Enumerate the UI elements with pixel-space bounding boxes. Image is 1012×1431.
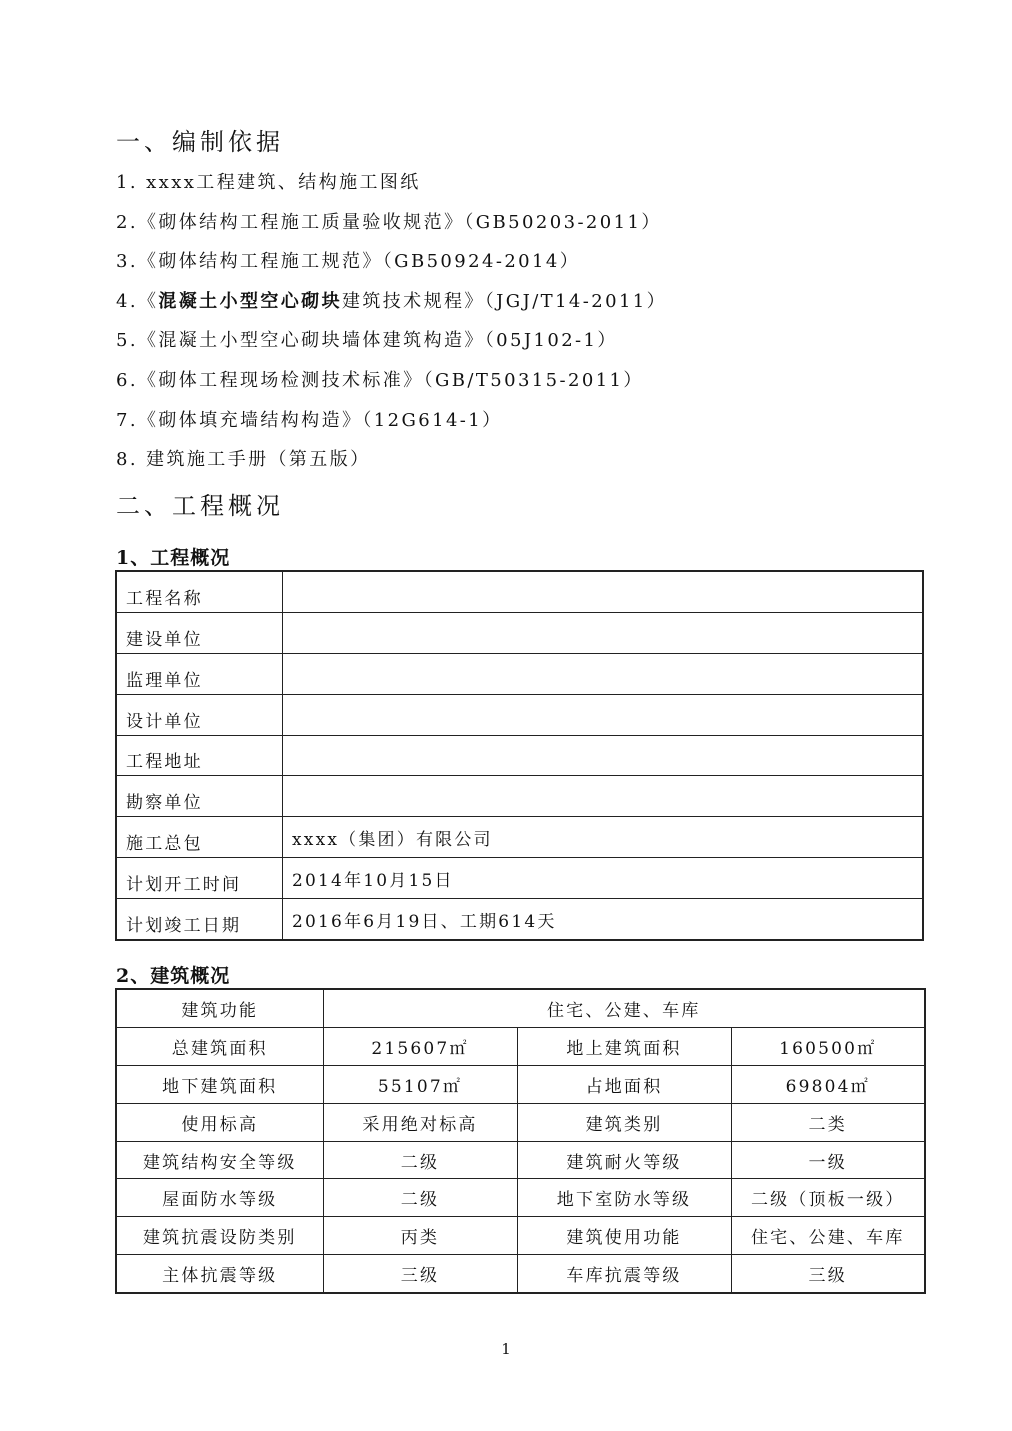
basis-item: 8. 建筑施工手册（第五版） — [116, 449, 371, 471]
table-row — [116, 858, 923, 899]
table-cell-value: 二类 — [731, 1103, 925, 1141]
table-cell-value: 采用绝对标高 — [323, 1103, 517, 1141]
page-number: 1 — [501, 1340, 511, 1358]
table-cell-value — [283, 735, 924, 776]
table-cell-value: xxxx（集团）有限公司 — [283, 817, 924, 858]
table-row — [116, 1217, 925, 1255]
table-cell-label: 建筑类别 — [517, 1103, 731, 1141]
table-row — [116, 1103, 925, 1141]
table-cell-value: 二级（顶板一级） — [731, 1179, 925, 1217]
table-cell-value: 丙类 — [323, 1217, 517, 1255]
table-cell-value — [283, 776, 924, 817]
table-cell-value — [283, 571, 924, 612]
section-title-basis: 一、编制依据 — [116, 128, 284, 156]
table-cell-value: 215607㎡ — [323, 1027, 517, 1065]
table-cell-value: 二级 — [323, 1141, 517, 1179]
basis-item: 3.《砌体结构工程施工规范》（GB50924-2014） — [116, 251, 581, 273]
table-cell-value — [283, 694, 924, 735]
table-row — [116, 989, 925, 1027]
table-row — [116, 776, 923, 817]
table-cell-label: 建筑结构安全等级 — [116, 1141, 323, 1179]
basis-item: 6.《砌体工程现场检测技术标准》（GB/T50315-2011） — [116, 369, 644, 391]
table-row — [116, 653, 923, 694]
subsection-title-building: 2、建筑概况 — [116, 965, 231, 987]
table-cell-label: 施工总包 — [116, 817, 283, 858]
table-cell-label: 地上建筑面积 — [517, 1027, 731, 1065]
table-cell-label: 建筑耐火等级 — [517, 1141, 731, 1179]
table-cell-label: 总建筑面积 — [116, 1027, 323, 1065]
basis-item: 7.《砌体填充墙结构构造》（12G614-1） — [116, 409, 503, 431]
table-cell-value: 2014年10月15日 — [283, 858, 924, 899]
table-cell-label: 使用标高 — [116, 1103, 323, 1141]
table-row — [116, 735, 923, 776]
table-cell-label: 计划开工时间 — [116, 858, 283, 899]
table-cell-value: 住宅、公建、车库 — [731, 1217, 925, 1255]
table-cell-value: 三级 — [323, 1255, 517, 1293]
table-row — [116, 817, 923, 858]
table-cell-label: 设计单位 — [116, 694, 283, 735]
table-cell-value: 2016年6月19日、工期614天 — [283, 899, 924, 940]
table-cell-label: 建筑功能 — [116, 989, 323, 1027]
table-cell-label: 监理单位 — [116, 653, 283, 694]
subsection-title-project: 1、工程概况 — [116, 547, 231, 569]
basis-item: 1. xxxx工程建筑、结构施工图纸 — [116, 172, 421, 193]
basis-list — [116, 170, 667, 487]
table-row — [116, 694, 923, 735]
table-cell-label: 地下室防水等级 — [517, 1179, 731, 1217]
table-cell-value: 三级 — [731, 1255, 925, 1293]
table-row — [116, 571, 923, 612]
table-cell-label: 建筑抗震设防类别 — [116, 1217, 323, 1255]
basis-item — [116, 289, 667, 329]
table-row — [116, 612, 923, 653]
table-cell-label: 计划竣工日期 — [116, 899, 283, 940]
table-row — [116, 1255, 925, 1293]
project-overview-table — [115, 570, 924, 941]
table-row — [116, 1141, 925, 1179]
table-cell-label: 车库抗震等级 — [517, 1255, 731, 1293]
table-cell-label: 工程地址 — [116, 735, 283, 776]
table-cell-label: 占地面积 — [517, 1065, 731, 1103]
basis-item: 2.《砌体结构工程施工质量验收规范》（GB50203-2011） — [116, 211, 662, 233]
basis-item-bold-title: 混凝土小型空心砌块 — [158, 290, 342, 312]
table-cell-value — [283, 653, 924, 694]
table-row — [116, 1179, 925, 1217]
table-cell-label: 主体抗震等级 — [116, 1255, 323, 1293]
table-cell-label: 地下建筑面积 — [116, 1065, 323, 1103]
basis-item: 5.《混凝土小型空心砌块墙体建筑构造》（05J102-1） — [116, 330, 618, 352]
basis-item-prefix: 4.《 — [116, 290, 159, 312]
table-cell-value: 69804㎡ — [731, 1065, 925, 1103]
table-cell-value: 一级 — [731, 1141, 925, 1179]
table-cell-value: 住宅、公建、车库 — [323, 989, 925, 1027]
table-cell-label: 屋面防水等级 — [116, 1179, 323, 1217]
section-title-overview: 二、工程概况 — [116, 492, 284, 520]
building-overview-table — [115, 988, 926, 1294]
table-cell-label: 工程名称 — [116, 571, 283, 612]
table-row — [116, 1027, 925, 1065]
basis-item-suffix: 建筑技术规程》（JGJ/T14-2011） — [341, 290, 668, 312]
table-cell-label: 建设单位 — [116, 612, 283, 653]
table-cell-value: 160500㎡ — [731, 1027, 925, 1065]
table-cell-value: 二级 — [323, 1179, 517, 1217]
table-cell-label: 勘察单位 — [116, 776, 283, 817]
table-cell-value — [283, 612, 924, 653]
table-cell-value: 55107㎡ — [323, 1065, 517, 1103]
table-row — [116, 1065, 925, 1103]
table-cell-label: 建筑使用功能 — [517, 1217, 731, 1255]
table-row — [116, 899, 923, 940]
